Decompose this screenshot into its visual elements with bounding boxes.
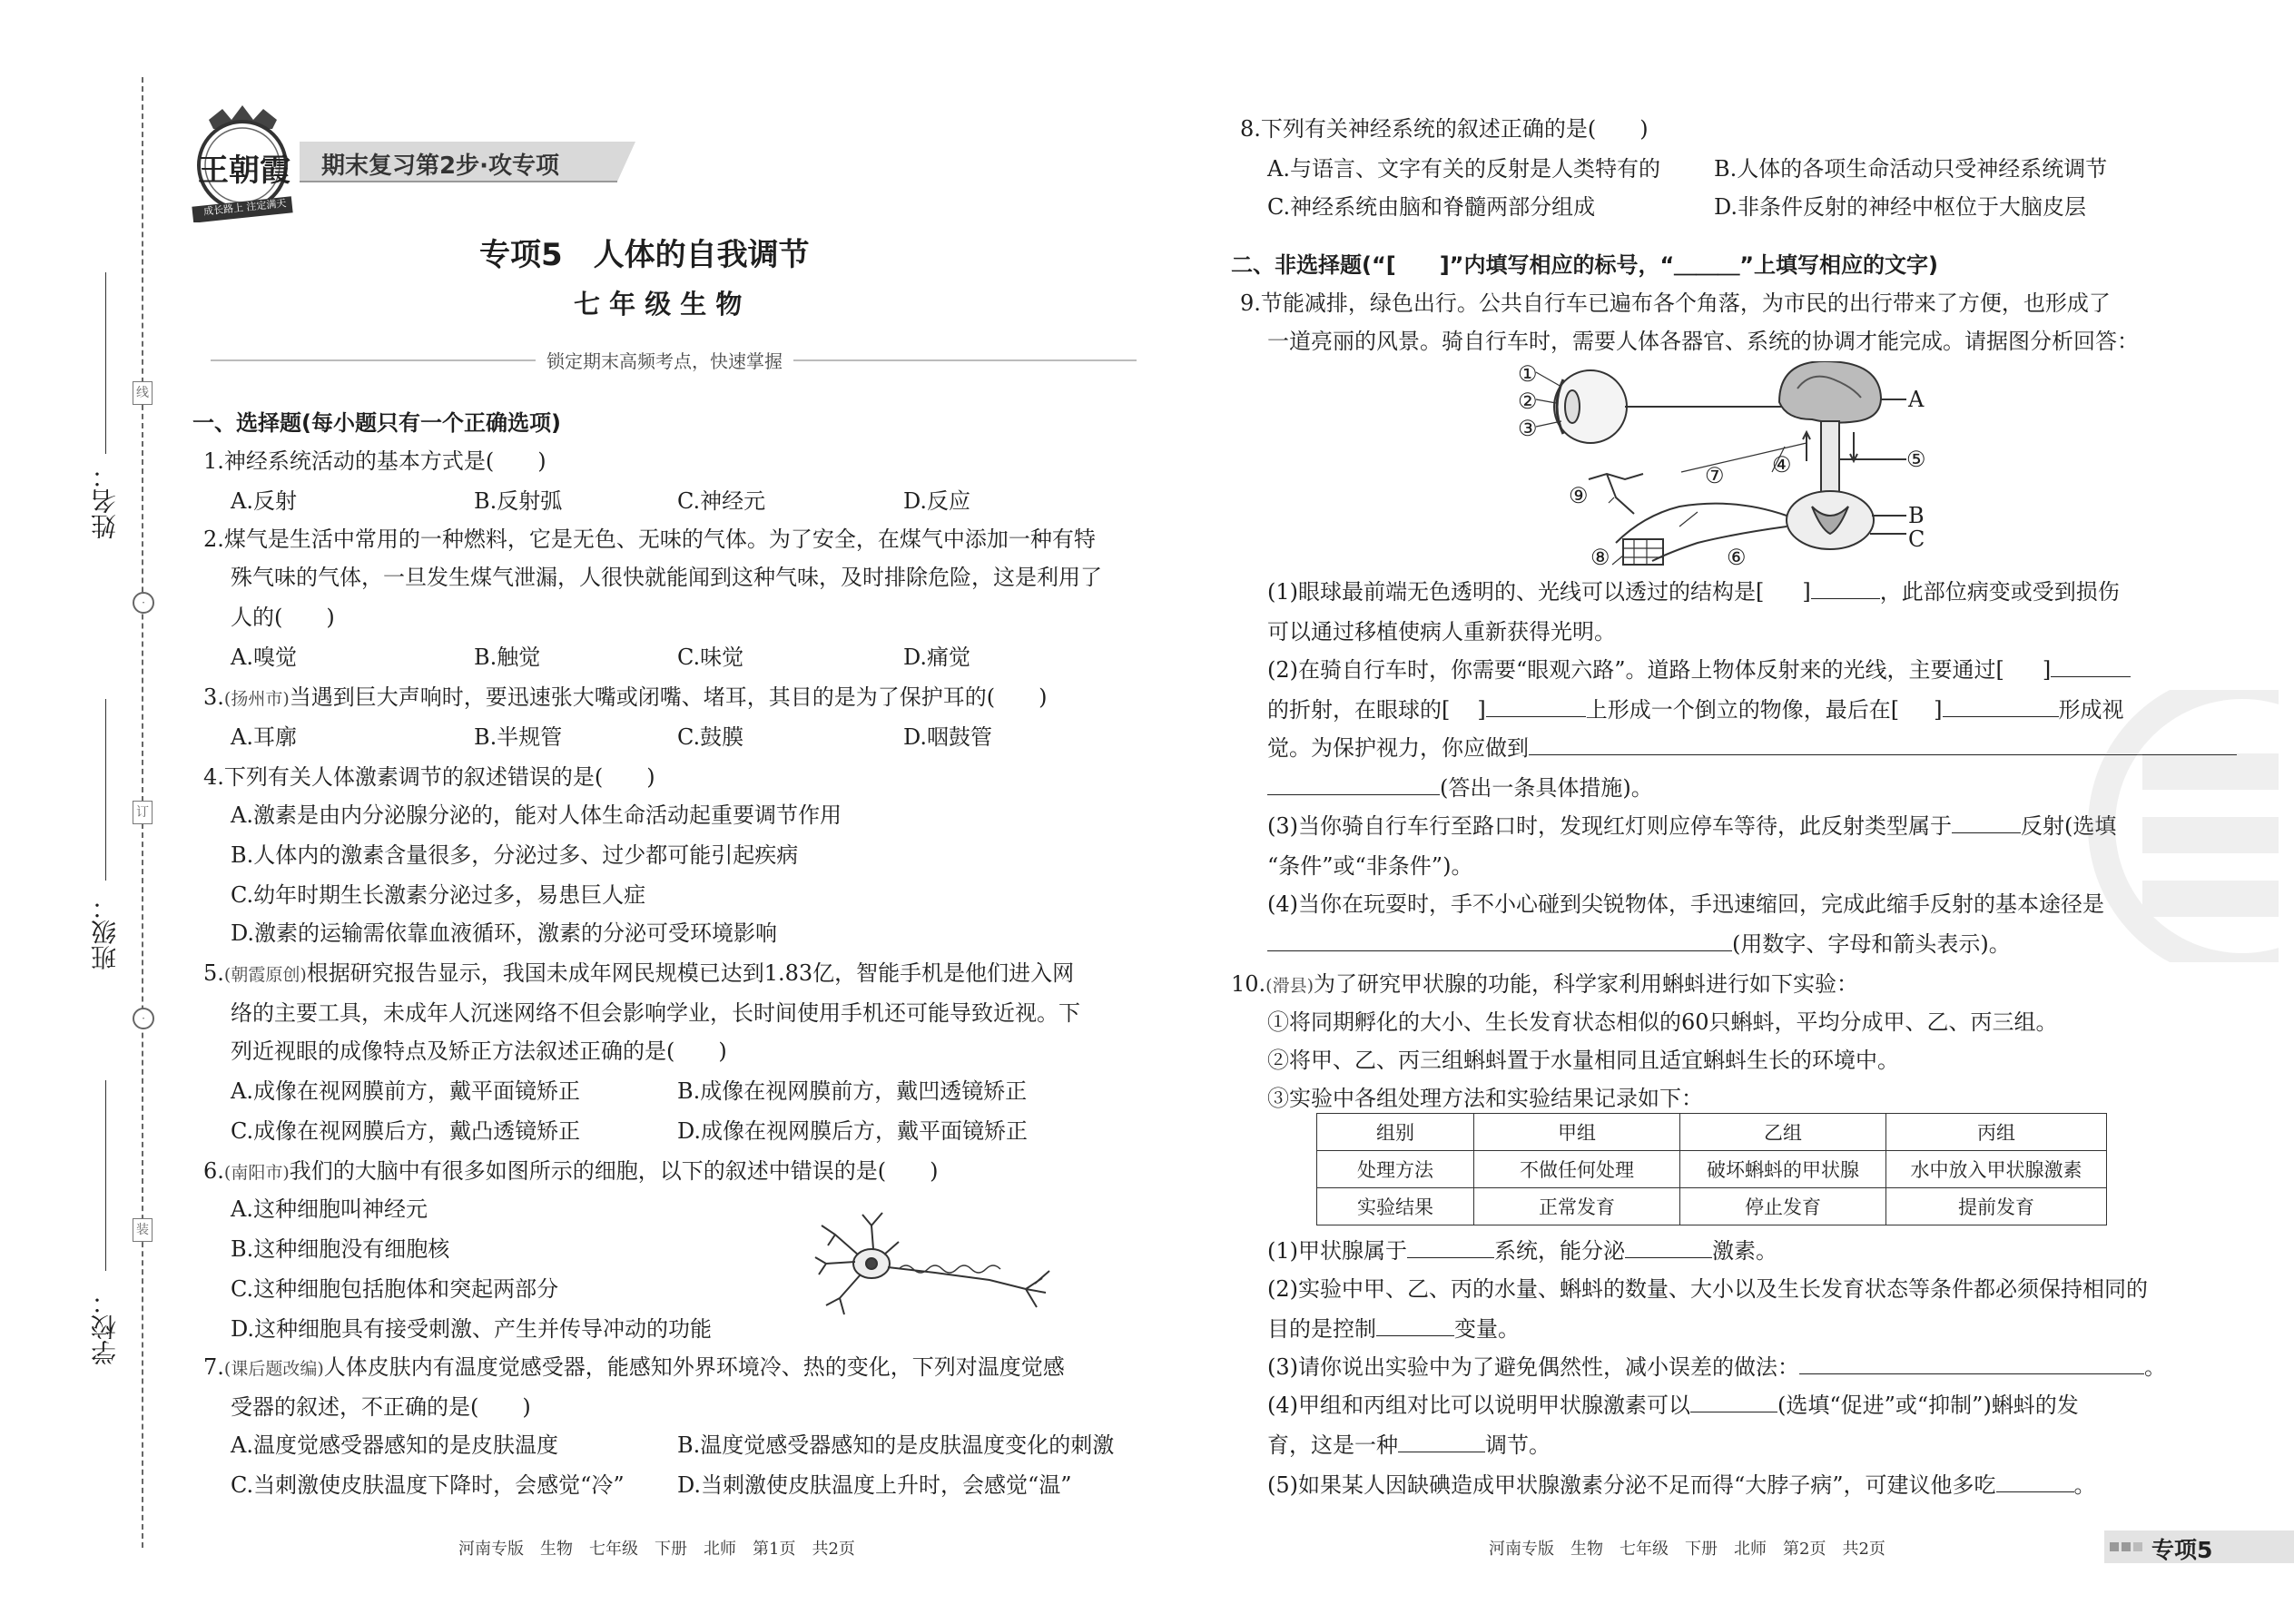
q10-4-blank-a[interactable] [1690,1392,1777,1412]
q9-part3-cont: “条件”或“非条件”)。 [1267,853,1473,879]
q3-option-d[interactable]: D.咽鼓管 [903,724,993,750]
q8-option-c[interactable]: C.神经系统由脑和脊髓两部分组成 [1267,194,1596,220]
q2-line1: 2.煤气是生活中常用的一种燃料，它是无色、无味的气体。为了安全，在煤气中添加一种有特 [203,527,1096,552]
q1-stem: 1.神经系统活动的基本方式是( ) [203,448,546,474]
q10-5-blank[interactable] [1996,1471,2074,1492]
q3-option-c[interactable]: C.鼓膜 [677,724,744,750]
q10-part2-cont: 目的是控制 变量。 [1267,1316,1520,1342]
footer-right: 河南专版 生物 七年级 下册 北师 第2页 共2页 [1489,1540,1885,1559]
diagram-label-6: ⑥ [1727,545,1747,570]
footer-tag-blocks [2110,1538,2142,1555]
page-subtitle: 七 年 级 生 物 [574,289,743,320]
school-field[interactable] [105,1080,106,1271]
experiment-table [1316,1113,2107,1225]
q10-part3: (3)请你说出实验中为了避免偶然性，减小误差的做法： 。 [1267,1354,2166,1380]
q7-line2: 受器的叙述，不正确的是( ) [231,1394,531,1420]
footer-left: 河南专版 生物 七年级 下册 北师 第1页 共2页 [458,1540,855,1559]
q4-option-a[interactable]: A.激素是由内分泌腺分泌的，能对人体生命活动起重要调节作用 [231,802,842,828]
q9-part1-cont: 可以通过移植使病人重新获得光明。 [1267,619,1616,645]
q4-option-b[interactable]: B.人体内的激素含量很多，分泌过多、过少都可能引起疾病 [231,842,799,868]
q2-line2: 殊气味的气体，一旦发生煤气泄漏，人很快就能闻到这种气味，及时排除危险，这是利用了 [231,565,1102,590]
brand-name: 王朝霞 [198,153,290,189]
diagram-label-a: A [1908,387,1925,412]
q9-2-blank-c[interactable] [1943,696,2059,717]
binding-mark-bind: 装 [133,1218,153,1242]
q9-part1: (1)眼球最前端无色透明的、光线可以透过的结构是[ ] ，此部位病变或受到损伤 [1267,579,2120,605]
slogan: 锁定期末高频考点，快速掌握 [536,347,793,373]
q9-1-blank[interactable] [1811,578,1880,599]
q9-3-blank[interactable] [1952,812,2021,833]
table-cell: 不做任何处理 [1474,1151,1680,1188]
q4-option-c[interactable]: C.幼年时期生长激素分泌过多，易患巨人症 [231,882,646,908]
q9-2-blank-b[interactable] [1486,696,1586,717]
q6-stem: 6.(南阳市)我们的大脑中有很多如图所示的细胞，以下的叙述中错误的是( ) [203,1158,939,1184]
binding-mark-order: 订 [133,801,153,824]
school-label: 学校： [90,1289,120,1365]
diagram-label-7: ⑦ [1705,463,1725,488]
q10-step2: ②将甲、乙、丙三组蝌蚪置于水量相同且适宜蝌蚪生长的环境中。 [1267,1048,1899,1073]
q8-stem: 8.下列有关神经系统的叙述正确的是( ) [1240,116,1649,142]
diagram-label-5: ⑤ [1906,447,1926,472]
diagram-label-3: ③ [1518,416,1538,441]
q6-option-d[interactable]: D.这种细胞具有接受刺激、产生并传导冲动的功能 [231,1316,713,1342]
q6-option-a[interactable]: A.这种细胞叫神经元 [231,1196,428,1222]
q5-option-c[interactable]: C.成像在视网膜后方，戴凸透镜矫正 [231,1118,581,1144]
q9-part3: (3)当你骑自行车行至路口时，发现红灯则应停车等待，此反射类型属于 反射(选填 [1267,813,2117,839]
watermark-stamp [2061,690,2279,962]
table-row [1317,1151,2107,1188]
q5-line2: 络的主要工具，未成年人沉迷网络不但会影响学业，长时间使用手机还可能导致近视。下 [231,1000,1080,1026]
section2-heading: 二、非选择题(“[ ]”内填写相应的标号，“＿＿＿”上填写相应的文字) [1231,252,1938,278]
q7-line1: 7.(课后题改编)人体皮肤内有温度觉感受器，能感知外界环境冷、热的变化，下列对温度觉感 [203,1354,1065,1380]
table-row [1317,1114,2107,1151]
brand-motto: 成长路上 注定满天 [202,197,287,218]
q3-stem: 3.(扬州市)当遇到巨大声响时，要迅速张大嘴或闭嘴、堵耳，其目的是为了保护耳的( ) [203,684,1048,710]
diagram-label-1: ① [1518,361,1538,387]
q4-stem: 4.下列有关人体激素调节的叙述错误的是( ) [203,764,655,790]
q10-part2: (2)实验中甲、乙、丙的水量、蝌蚪的数量、大小以及生长发育状态等条件都必须保持相同的 [1267,1276,2148,1302]
q10-step3: ③实验中各组处理方法和实验结果记录如下： [1267,1086,1703,1111]
q5-option-a[interactable]: A.成像在视网膜前方，戴平面镜矫正 [231,1078,580,1104]
q10-part5: (5)如果某人因缺碘造成甲状腺激素分泌不足而得“大脖子病”，可建议他多吃 。 [1267,1472,2096,1498]
table-cell: 停止发育 [1680,1188,1886,1225]
q7-source: (课后题改编) [223,1359,324,1379]
q9-part2: (2)在骑自行车时，你需要“眼观六路”。道路上物体反射来的光线，主要通过[ ] [1267,655,2131,684]
table-cell: 破坏蝌蚪的甲状腺 [1680,1151,1886,1188]
diagram-label-b: B [1908,503,1925,528]
table-cell: 组别 [1317,1114,1474,1151]
q2-option-d[interactable]: D.痛觉 [903,645,971,670]
q5-line3: 列近视眼的成像特点及矫正方法叙述正确的是( ) [231,1038,727,1064]
q3-source: (扬州市) [223,689,290,709]
diagram-label-c: C [1908,527,1925,552]
binding-mark-line: 线 [133,381,153,405]
table-cell: 甲组 [1474,1114,1680,1151]
binding-hole: · [133,1008,154,1029]
q9-2-blank-a[interactable] [2051,656,2131,677]
q5-line1: 5.(朝霞原创)根据研究报告显示，我国未成年网民规模已达到1.83亿，智能手机是他们进入网 [203,960,1075,986]
q4-option-d[interactable]: D.激素的运输需依靠血液循环，激素的分泌可受环境影响 [231,920,778,946]
table-cell: 水中放入甲状腺激素 [1886,1151,2107,1188]
q1-option-a[interactable]: A.反射 [231,488,297,514]
q8-option-d[interactable]: D.非条件反射的神经中枢位于大脑皮层 [1714,194,2087,220]
q2-option-b[interactable]: B.触觉 [474,645,541,670]
q10-step1: ①将同期孵化的大小、生长发育状态相似的60只蝌蚪，平均分成甲、乙、丙三组。 [1267,1009,2058,1035]
q10-1-blank-a[interactable] [1407,1237,1494,1258]
q10-2-blank[interactable] [1376,1315,1454,1336]
footer-tag: 专项5 [2151,1537,2213,1563]
q1-option-c[interactable]: C.神经元 [677,488,766,514]
q3-option-a[interactable]: A.耳廓 [231,724,297,750]
q9-part4-cont: (用数字、字母和箭头表示)。 [1267,930,2011,959]
q10-3-blank[interactable] [1799,1353,2144,1374]
q9-line2: 一道亮丽的风景。骑自行车时，需要人体各器官、系统的协调才能完成。请据图分析回答： [1267,329,2139,354]
q7-option-c[interactable]: C.当刺激使皮肤温度下降时，会感觉“冷” [231,1472,625,1498]
diagram-label-2: ② [1518,389,1538,414]
table-row [1317,1188,2107,1225]
table-cell: 处理方法 [1317,1151,1474,1188]
table-cell: 丙组 [1886,1114,2107,1151]
page-title: 专项5 人体的自我调节 [479,237,810,273]
q6-option-b[interactable]: B.这种细胞没有细胞核 [231,1236,450,1262]
q9-part2-line2: 的折射，在眼球的[ ] 上形成一个倒立的物像，最后在[ ] 形成视 [1267,697,2124,723]
q2-line3: 人的( ) [231,605,335,630]
class-label: 班级： [90,894,120,970]
section1-heading: 一、选择题(每小题只有一个正确选项) [192,410,561,436]
name-field[interactable] [105,272,106,454]
brand-logo [182,100,304,222]
q10-1-blank-b[interactable] [1625,1237,1712,1258]
table-cell: 实验结果 [1317,1188,1474,1225]
q10-part4-cont: 育，这是一种 调节。 [1267,1432,1551,1458]
table-cell: 正常发育 [1474,1188,1680,1225]
diagram-label-4: ④ [1772,452,1792,477]
q9-line1: 9.节能减排，绿色出行。公共自行车已遍布各个角落，为市民的出行带来了方便，也形成了 [1240,290,2111,316]
q3-option-b[interactable]: B.半规管 [474,724,563,750]
table-cell: 乙组 [1680,1114,1886,1151]
q1-option-b[interactable]: B.反射弧 [474,488,563,514]
q6-option-c[interactable]: C.这种细胞包括胞体和突起两部分 [231,1276,559,1302]
q9-part4: (4)当你在玩耍时，手不小心碰到尖锐物体，手迅速缩回，完成此缩手反射的基本途径是 [1267,891,2104,917]
q6-source: (南阳市) [223,1163,290,1183]
q2-option-c[interactable]: C.味觉 [677,645,744,670]
q5-source: (朝霞原创) [223,965,307,985]
class-field[interactable] [105,699,106,881]
table-cell: 提前发育 [1886,1188,2107,1225]
q10-part1: (1)甲状腺属于 系统，能分泌 激素。 [1267,1238,1777,1264]
q10-stem: 10.(滑县)为了研究甲状腺的功能，科学家利用蝌蚪进行如下实验： [1231,971,1858,997]
q5-option-d[interactable]: D.成像在视网膜后方，戴平面镜矫正 [677,1118,1029,1144]
q7-option-b[interactable]: B.温度觉感受器感知的是皮肤温度变化的刺激 [677,1432,1115,1458]
section-banner [300,138,635,185]
binding-hole: · [133,592,154,614]
q5-option-b[interactable]: B.成像在视网膜前方，戴凹透镜矫正 [677,1078,1028,1104]
q7-option-a[interactable]: A.温度觉感受器感知的是皮肤温度 [231,1432,558,1458]
q2-option-a[interactable]: A.嗅觉 [231,645,297,670]
diagram-label-9: ⑨ [1569,483,1589,508]
q7-option-d[interactable]: D.当刺激使皮肤温度上升时，会感觉“温” [677,1472,1072,1498]
q10-part4: (4)甲组和丙组对比可以说明甲状腺激素可以 (选填“促进”或“抑制”)蝌蚪的发 [1267,1393,2079,1418]
diagram-label-8: ⑧ [1590,545,1610,570]
neuron-figure [808,1207,1062,1325]
q9-2-blank-e[interactable] [1267,774,1440,795]
reflex-arc-diagram [1516,361,1925,570]
q8-option-b[interactable]: B.人体的各项生命活动只受神经系统调节 [1714,156,2108,182]
q8-option-a[interactable]: A.与语言、文字有关的反射是人类特有的 [1267,156,1660,182]
banner-text: 期末复习第2步·攻专项 [321,153,559,180]
q10-4-blank-b[interactable] [1398,1432,1485,1452]
q1-option-d[interactable]: D.反应 [903,488,971,514]
q9-part2-line4: (答出一条具体措施)。 [1267,773,1653,802]
q9-4-blank[interactable] [1267,930,1732,951]
q10-source: (滑县) [1265,976,1314,996]
q9-part2-line3: 觉。为保护视力，你应做到 [1267,733,2237,763]
name-label: 姓名： [90,463,120,539]
